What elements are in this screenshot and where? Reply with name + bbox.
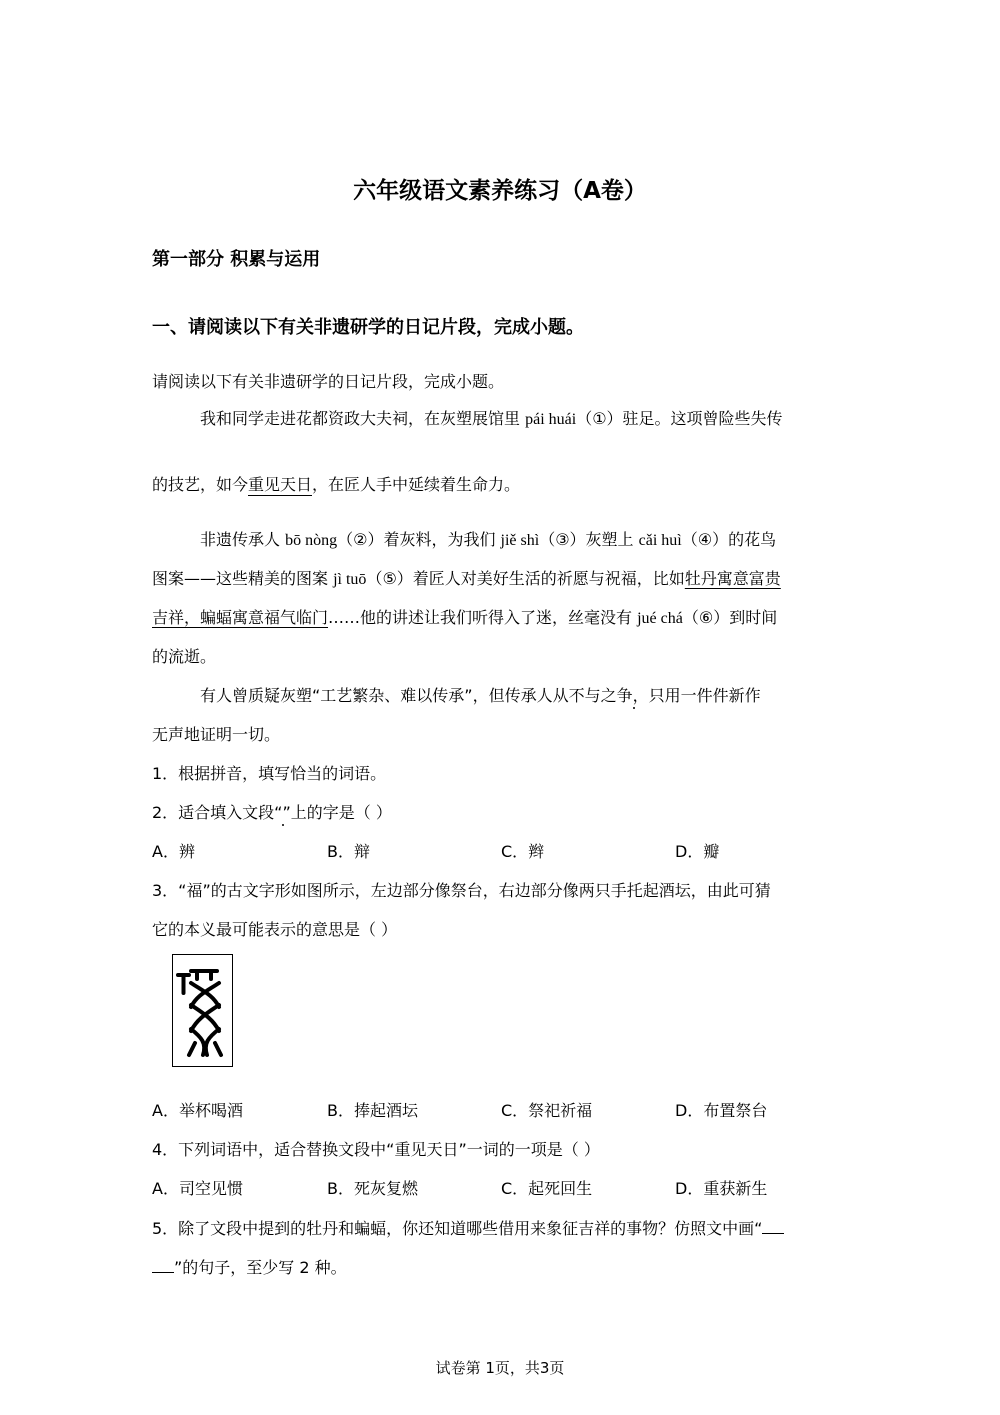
- paragraph-2-line-3: [152, 605, 777, 628]
- text: ，在匠人手中延续着生命力。: [312, 475, 521, 494]
- paragraph-2-line-2: [152, 566, 781, 589]
- section-heading: 一、请阅读以下有关非遗研学的日记片段，完成小题。: [152, 317, 584, 338]
- pinyin-6: jué chá: [637, 610, 683, 627]
- underlined-sentence-part-2: 吉祥，蝙蝠寓意福气临门: [152, 608, 329, 627]
- text: 5．除了文段中提到的牡丹和蝙蝠，你还知道哪些借用来象征吉祥的事物？仿照文中画“: [152, 1219, 763, 1238]
- question-4: 4．下列词语中，适合替换文段中“重见天日”一词的一项是（ ）: [152, 1140, 600, 1159]
- question-4-options: [152, 1176, 852, 1200]
- option-a[interactable]: A．辨: [152, 842, 195, 861]
- text: ……他的讲述让我们听得入了迷，丝毫没有: [328, 608, 638, 627]
- pinyin-1: pái huái: [525, 411, 577, 428]
- marked-phrase: 重见天日: [248, 475, 313, 494]
- paragraph-3-line-1: [200, 683, 761, 706]
- question-1: 1．根据拼音，填写恰当的词语。: [152, 764, 387, 783]
- paragraph-3-line-2: 无声地证明一切。: [152, 725, 281, 744]
- text: ，只用一件件新作: [632, 686, 761, 705]
- text: （②）着灰料，为我们: [337, 530, 501, 549]
- text: ”上的字是（ ）: [282, 803, 392, 822]
- option-d[interactable]: D．瓣: [675, 842, 720, 861]
- option-c[interactable]: C．辫: [501, 842, 545, 861]
- fu-glyph-drawing: [173, 955, 231, 1065]
- blank-line: [152, 1258, 174, 1273]
- option-a[interactable]: A．司空见惯: [152, 1179, 243, 1198]
- option-b[interactable]: B．辩: [327, 842, 370, 861]
- option-c[interactable]: C．祭祀祈福: [501, 1101, 593, 1120]
- underlined-sentence-part-1: 牡丹寓意富贵: [684, 569, 781, 588]
- text: 2．适合填入文段“: [152, 803, 283, 822]
- section-intro: 请阅读以下有关非遗研学的日记片段，完成小题。: [152, 372, 505, 391]
- blank-line: [762, 1219, 784, 1234]
- text: （⑤）着匠人对美好生活的祈愿与祝福，比如: [366, 569, 685, 588]
- pinyin-4: cǎi huì: [638, 532, 682, 549]
- option-b[interactable]: B．死灰复燃: [327, 1179, 418, 1198]
- page-title: 六年级语文素养练习（A卷）: [353, 178, 647, 204]
- option-b[interactable]: B．捧起酒坛: [327, 1101, 418, 1120]
- ancient-fu-character-image: [172, 954, 233, 1067]
- question-5-line-2: [152, 1255, 347, 1278]
- option-c[interactable]: C．起死回生: [501, 1179, 593, 1198]
- question-2-options: [152, 839, 852, 863]
- page-footer: 试卷第 1页，共3页: [435, 1359, 565, 1377]
- text: 非遗传承人: [200, 530, 286, 549]
- question-3-options: [152, 1098, 852, 1122]
- pinyin-2: bō nòng: [285, 532, 338, 549]
- text: 我和同学走进花都资政大夫祠，在灰塑展馆里: [200, 409, 526, 428]
- question-3-line-1: 3．“福”的古文字形如图所示，左边部分像祭台，右边部分像两只手托起酒坛，由此可猜: [152, 881, 771, 900]
- option-d[interactable]: D．布置祭台: [675, 1101, 768, 1120]
- option-d[interactable]: D．重获新生: [675, 1179, 768, 1198]
- text: 的技艺，如今: [152, 475, 249, 494]
- pinyin-3: jiě shì: [500, 532, 540, 549]
- text: ”的句子，至少写 2 种。: [174, 1258, 347, 1277]
- text: （③）灰塑上: [539, 530, 639, 549]
- option-a[interactable]: A．举杯喝酒: [152, 1101, 243, 1120]
- text: （⑥）到时间: [682, 608, 778, 627]
- paragraph-1-line-1: [200, 406, 783, 429]
- text: （④）的花鸟: [681, 530, 777, 549]
- question-3-line-2: 它的本义最可能表示的意思是（ ）: [152, 920, 398, 939]
- pinyin-5: jì tuō: [333, 571, 367, 588]
- text: 图案——这些精美的图案: [152, 569, 334, 588]
- paragraph-2-line-4: 的流逝。: [152, 647, 217, 666]
- paragraph-1-line-2: [152, 472, 520, 495]
- paragraph-2-line-1: [200, 527, 776, 550]
- part-heading: 第一部分 积累与运用: [152, 249, 321, 270]
- question-5-line-1: [152, 1216, 784, 1239]
- question-2: [152, 800, 392, 823]
- text: 有人曾质疑灰塑“工艺繁杂、难以传承”，但传承人从不与之争: [200, 686, 633, 705]
- text: （①）驻足。这项曾险些失传: [576, 409, 783, 428]
